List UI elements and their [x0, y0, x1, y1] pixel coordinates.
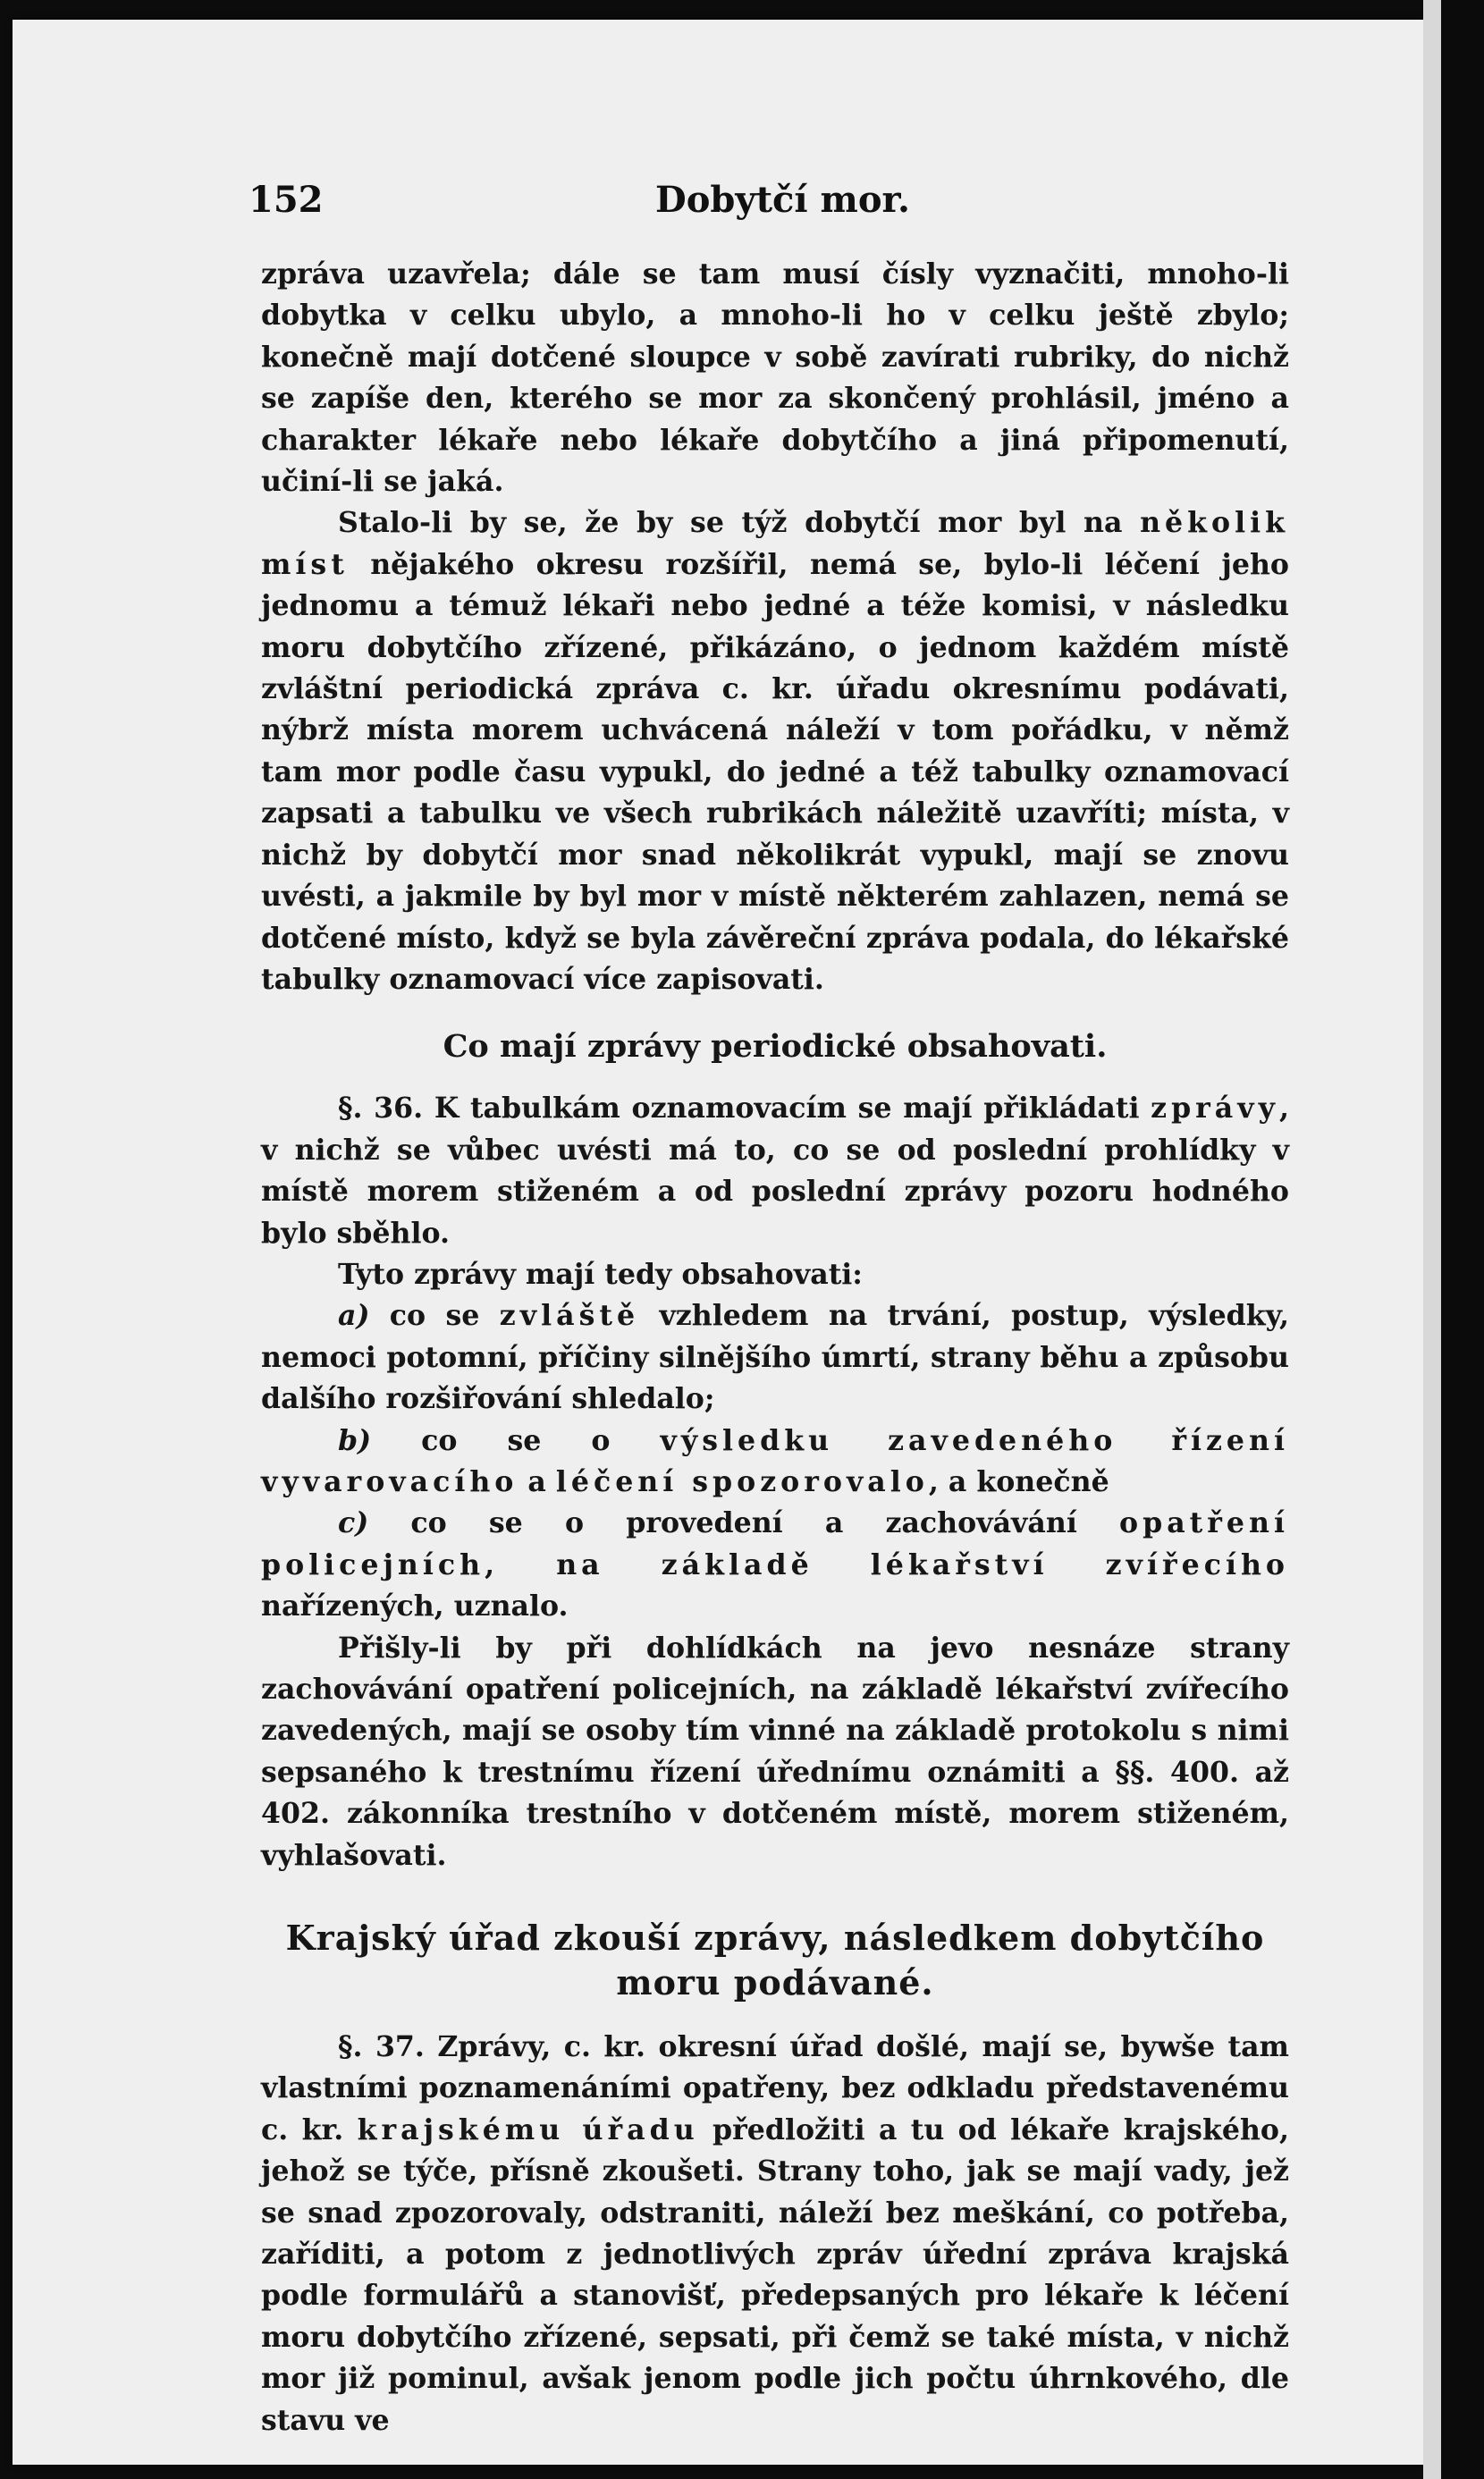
- text-run: nařízených, uznalo.: [261, 1589, 569, 1623]
- paragraph-section-37: [261, 2027, 1289, 2441]
- text-run: předložiti a tu od lékaře krajského, jehož se týče, přísně zkoušeti. Strany toho, jak se mají vady, jež se snad zpozorovaly, odstraniti, náleží bez meškání, co potřeba, zaříditi, a potom z jednotlivých zpráv úřední zpráva krajská podle formulářů a stanovišť, předepsaných pro lékaře k léčení moru dobytčího zřízené, sepsati, při čemž se také místa, v nichž mor již pominul, avšak jenom podle jich počtu úhrnkového, dle stavu ve: [261, 2112, 1290, 2437]
- item-label: b): [338, 1423, 372, 1457]
- page-header: [249, 179, 1303, 232]
- section-heading-regional-office: [261, 1916, 1289, 2005]
- text-run: §. 37. Zprávy, c. kr. okresní úřad došlé, mají se, bywše tam vlastními poznamenáními opatřeny, bez odkladu představenému c. kr.: [261, 2030, 1289, 2146]
- text-run: , v nichž se vůbec uvésti má to, co se od poslední prohlídky v místě morem stiženém a od poslední zprávy pozoru hodného bylo sběhlo.: [261, 1092, 1289, 1250]
- spaced-emphasis: zvláště: [499, 1299, 640, 1333]
- running-title: Dobytčí mor.: [655, 179, 910, 221]
- heading-line: moru podávané.: [616, 1962, 934, 2003]
- spaced-emphasis: krajskému úřadu: [357, 2112, 699, 2146]
- paragraph-section-36: [261, 1088, 1289, 1254]
- spaced-emphasis: opatření policejních, na základě lékařství zvířecího: [261, 1506, 1289, 1581]
- text-run: co se: [369, 1299, 500, 1333]
- spaced-emphasis: několik míst: [261, 506, 1289, 581]
- text-run: nějakého okresu rozšířil, nemá se, bylo-li léčení jeho jednomu a témuž lékaři nebo jedné a téže komisi, v následku moru dobytčího zřízené, přikázáno, o jednom každém místě zvláštní periodická zpráva c. kr. úřadu okresnímu podávati, nýbrž místa morem uchvácená náleží v tom pořádku, v němž tam mor podle času vypukl, do jedné a též tabulky oznamovací zapsati a tabulku ve všech rubrikách náležitě uzavříti; místa, v nichž by dobytčí mor snad několikrát vypukl, mají se znovu uvésti, a jakmile by byl mor v místě některém zahlazen, nemá se dotčené místo, když se byla závěreční zpráva podala, do lékařské tabulky oznamovací více zapisovati.: [261, 547, 1289, 996]
- section-heading-periodic-reports: Co mají zprávy periodické obsahovati.: [443, 1028, 1108, 1066]
- spaced-emphasis: léčení spozorovalo: [555, 1464, 929, 1498]
- paragraph-continuation: zpráva uzavřela; dále se tam musí čísly vyznačiti, mnoho-li dobytka v celku ubylo, a mnoho-li ho v celku ještě zbylo; konečně mají dotčené sloupce v sobě zavírati rubriky, do nichž se zapíše den, kterého se mor za skončený prohlásil, jméno a charakter lékaře nebo lékaře dobytčího a jiná připomenutí, učiní-li se jaká.: [261, 257, 1289, 499]
- item-label: a): [338, 1299, 370, 1333]
- text-run: Stalo-li by se, že by se týž dobytčí mor byl na: [338, 506, 1141, 540]
- list-item-c: [261, 1503, 1289, 1627]
- text-run: vzhledem na trvání, postup, výsledky, nemoci potomní, příčiny silnějšího úmrtí, strany běhu a způsobu dalšího rozšiřování shledalo;: [261, 1299, 1289, 1416]
- list-item-b: [261, 1421, 1289, 1504]
- next-page-edge: [1423, 0, 1441, 2479]
- text-run: co se o provedení a zachovávání: [368, 1506, 1120, 1540]
- spaced-emphasis: výsledku zavedeného řízení vyvarovacího: [261, 1423, 1289, 1498]
- text-run: §. 36. K tabulkám oznamovacím se mají přikládati: [338, 1092, 1151, 1126]
- list-item-a: [261, 1295, 1289, 1420]
- heading-line: Krajský úřad zkouší zprávy, následkem dobytčího: [285, 1918, 1265, 1959]
- page-body: [261, 254, 1289, 2441]
- paragraph-several-places: [261, 502, 1289, 1000]
- item-label: c): [338, 1506, 369, 1540]
- page-number: 152: [249, 179, 324, 221]
- text-run: co se o: [371, 1423, 661, 1457]
- text-run: a: [518, 1464, 556, 1498]
- text-run: , a konečně: [928, 1464, 1109, 1498]
- paragraph-penalties: Přišly-li by při dohlídkách na jevo nesnáze strany zachovávání opatření policejních, na základě lékařství zvířecího zavedených, mají se osoby tím vinné na základě protokolu s nimi sepsaného k trestnímu řízení úřednímu oznámiti a §§. 400. až 402. zákonníka trestního v dotčeném místě, morem stiženém, vyhlašovati.: [261, 1631, 1289, 1872]
- scan-border: [1441, 0, 1484, 2479]
- spaced-emphasis: zprávy: [1151, 1092, 1279, 1126]
- paragraph-intro: Tyto zprávy mají tedy obsahovati:: [338, 1257, 863, 1291]
